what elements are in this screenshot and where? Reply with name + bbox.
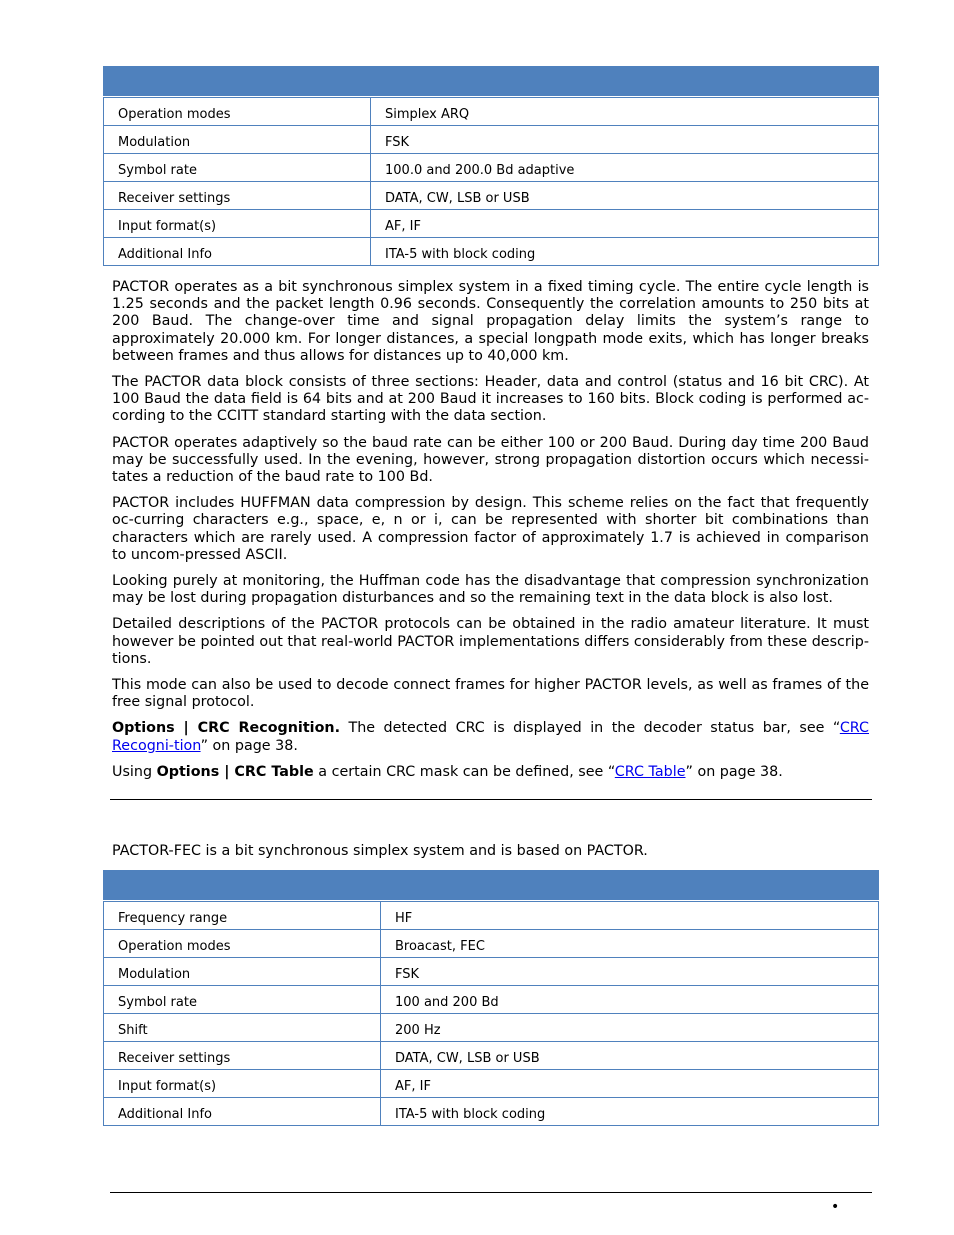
row-label: Receiver settings <box>104 1042 381 1070</box>
row-label: Operation modes <box>104 98 371 126</box>
row-label: Operation modes <box>104 930 381 958</box>
body-text <box>112 279 869 790</box>
row-value: ITA-5 with block coding <box>381 1098 879 1126</box>
table-header-cell <box>104 871 381 900</box>
pactor-fec-parameters-table <box>103 870 879 1126</box>
pactor-parameters-table <box>103 66 879 266</box>
table-row <box>104 210 879 238</box>
table-row <box>104 126 879 154</box>
table-header-cell <box>371 67 879 96</box>
row-label: Symbol rate <box>104 154 371 182</box>
row-label: Shift <box>104 1014 381 1042</box>
row-value: AF, IF <box>371 210 879 238</box>
section-divider <box>110 799 872 800</box>
table-row <box>104 1014 879 1042</box>
row-label: Symbol rate <box>104 986 381 1014</box>
paragraph: PACTOR operates adaptively so the baud rate can be either 100 or 200 Baud. During day time 200 Baud may be successfully used. In the evening, however, strong propagation distortion occurs which necessi-tates a reduction of the baud rate to 100 Bd. <box>112 434 869 486</box>
footer-bullet: • <box>831 1199 840 1215</box>
row-value: Broacast, FEC <box>381 930 879 958</box>
table-row <box>104 930 879 958</box>
table-row <box>104 1070 879 1098</box>
row-label: Input format(s) <box>104 210 371 238</box>
table-row <box>104 98 879 126</box>
crc-table-option: Options | CRC Table <box>156 763 314 780</box>
crc-recognition-text: The detected CRC is displayed in the decoder status bar, see “ <box>340 720 840 737</box>
table-row <box>104 958 879 986</box>
row-value: Simplex ARQ <box>371 98 879 126</box>
row-value: 100 and 200 Bd <box>381 986 879 1014</box>
fec-intro: PACTOR-FEC is a bit synchronous simplex system and is based on PACTOR. <box>112 843 648 859</box>
row-label: Frequency range <box>104 902 381 930</box>
table-row <box>104 1042 879 1070</box>
crc-table-text: a certain CRC mask can be defined, see “ <box>313 763 615 780</box>
row-label: Additional Info <box>104 1098 381 1126</box>
row-label: Additional Info <box>104 238 371 266</box>
row-label: Modulation <box>104 126 371 154</box>
crc-recognition-link[interactable]: CRC Recogni-tion <box>112 720 869 754</box>
table-row <box>104 182 879 210</box>
crc-recognition-page-ref: ” on page 38. <box>200 737 298 754</box>
paragraph: Detailed descriptions of the PACTOR protocols can be obtained in the radio amateur literature. It must however be pointed out that real-world PACTOR implementations differs considerably from these descrip-tions. <box>112 616 869 667</box>
row-label: Modulation <box>104 958 381 986</box>
table-row <box>104 238 879 266</box>
row-value: AF, IF <box>381 1070 879 1098</box>
paragraph: The PACTOR data block consists of three sections: Header, data and control (status and 16 bit CRC). At 100 Baud the data field is 64 bits and at 200 Baud it increases to 160 bits. Block coding is performed ac-cording to the CCITT standard starting with the data section. <box>112 374 869 425</box>
row-value: DATA, CW, LSB or USB <box>371 182 879 210</box>
crc-table-lead: Using <box>112 763 157 780</box>
paragraph: Looking purely at monitoring, the Huffman code has the disadvantage that compression synchronization may be lost during propagation disturbances and so the remaining text in the data block is also lost. <box>112 573 869 607</box>
table-header-cell <box>104 67 371 96</box>
table-header-cell <box>381 871 879 900</box>
paragraph: PACTOR includes HUFFMAN data compression by design. This scheme relies on the fact that frequently oc-curring characters e.g., space, e, n or i, can be represented with shorter bit combinations than characters which are rarely used. A compression factor of approximately 1.7 is achieved in comparison to uncom-pressed ASCII. <box>112 495 869 563</box>
row-label: Receiver settings <box>104 182 371 210</box>
row-label: Input format(s) <box>104 1070 381 1098</box>
paragraph: This mode can also be used to decode connect frames for higher PACTOR levels, as well as frames of the free signal protocol. <box>112 677 869 711</box>
row-value: 200 Hz <box>381 1014 879 1042</box>
table-row <box>104 902 879 930</box>
row-value: ITA-5 with block coding <box>371 238 879 266</box>
paragraph: PACTOR operates as a bit synchronous simplex system in a fixed timing cycle. The entire cycle length is 1.25 seconds and the packet length 0.96 seconds. Consequently the correlation amounts to 250 bits at 200 Baud. The change-over time and signal propagation delay limits the system’s range to approximately 20.000 km. For longer distances, a special longpath mode exits, which has longer breaks between frames and thus allows for distances up to 40,000 km. <box>112 279 869 364</box>
crc-table-page-ref: ” on page 38. <box>685 763 783 780</box>
row-value: 100.0 and 200.0 Bd adaptive <box>371 154 879 182</box>
row-value: FSK <box>371 126 879 154</box>
row-value: DATA, CW, LSB or USB <box>381 1042 879 1070</box>
crc-recognition-paragraph <box>112 720 869 754</box>
table-row <box>104 154 879 182</box>
table-row <box>104 986 879 1014</box>
row-value: HF <box>381 902 879 930</box>
footer-rule <box>110 1192 872 1193</box>
crc-table-link[interactable]: CRC Table <box>614 763 686 780</box>
crc-table-paragraph <box>112 764 869 781</box>
table-row <box>104 1098 879 1126</box>
crc-recognition-option: Options | CRC Recognition. <box>112 720 341 737</box>
row-value: FSK <box>381 958 879 986</box>
